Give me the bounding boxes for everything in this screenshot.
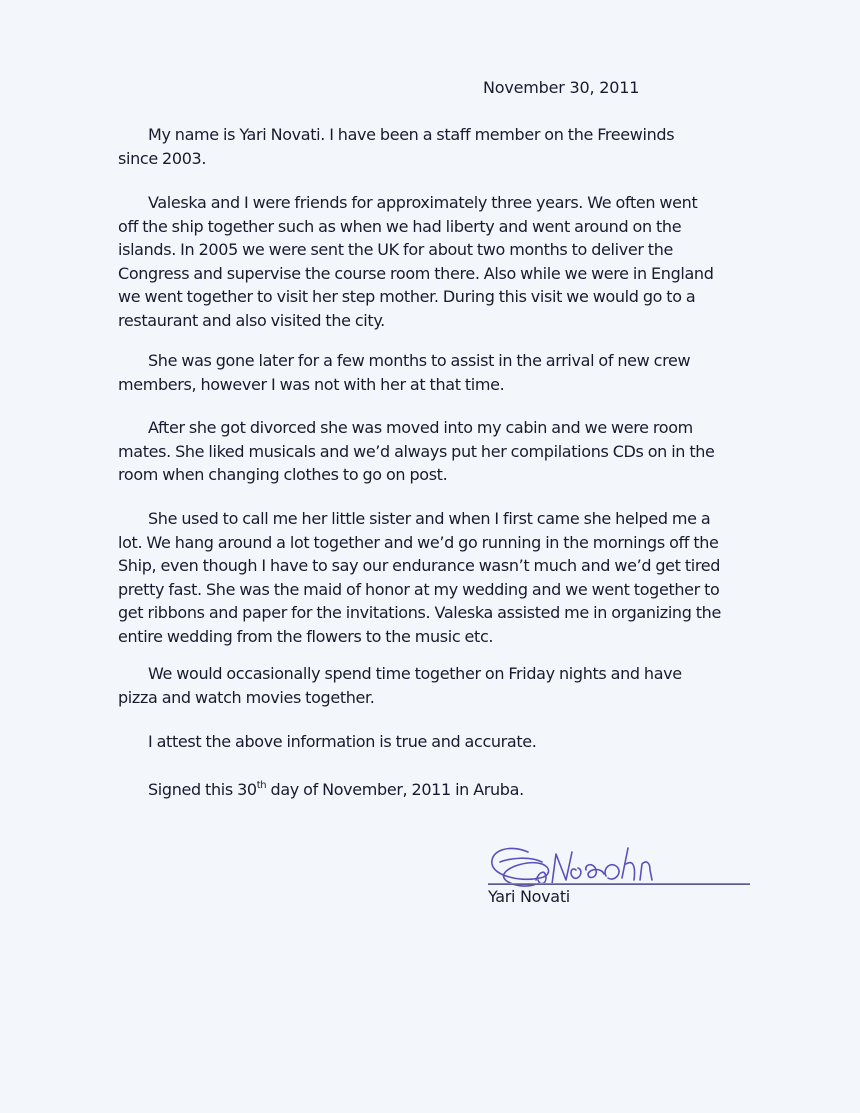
text-line: pizza and watch movies together. <box>118 687 375 707</box>
paragraph-friendship <box>118 191 758 332</box>
text-line: islands. In 2005 we were sent the UK for about two months to deliver the <box>118 240 673 259</box>
ordinal-suffix: th <box>256 780 267 791</box>
signatory-name: Yari Novati <box>488 887 570 906</box>
text-line: She used to call me her little sister and when I first came she helped me a <box>148 509 711 528</box>
letter-date: November 30, 2011 <box>483 78 640 97</box>
text-line: restaurant and also visited the city. <box>118 310 385 330</box>
paragraph-roommates <box>118 416 758 487</box>
text-line: We would occasionally spend time together on Friday nights and have <box>148 664 682 683</box>
paragraph-attestation <box>118 730 758 754</box>
signed-before: Signed this 30 <box>148 780 257 799</box>
text-line <box>118 774 758 802</box>
text-line: She was gone later for a few months to assist in the arrival of new crew <box>148 351 691 370</box>
signature-line <box>488 883 750 885</box>
text-line: members, however I was not with her at that time. <box>118 374 505 394</box>
text-line: get ribbons and paper for the invitations. Valeska assisted me in organizing the <box>118 603 721 622</box>
text-line: we went together to visit her step mother. During this visit we would go to a <box>118 287 696 306</box>
text-line: My name is Yari Novati. I have been a staff member on the Freewinds <box>148 125 675 144</box>
text-line: entire wedding from the flowers to the music etc. <box>118 626 494 646</box>
signed-after: day of November, 2011 in Aruba. <box>266 780 524 799</box>
text-line: After she got divorced she was moved into my cabin and we were room <box>148 418 693 437</box>
text-line: room when changing clothes to go on post. <box>118 465 448 484</box>
text-line: lot. We hang around a lot together and we’d go running in the mornings off the <box>118 532 719 552</box>
paragraph-absence <box>118 349 758 396</box>
text-line: I attest the above information is true and accurate. <box>148 732 537 751</box>
paragraph-friday-nights <box>118 662 758 709</box>
text-line: Ship, even though I have to say our endurance wasn’t much and we’d get tired <box>118 556 721 575</box>
text-line: Valeska and I were friends for approximately three years. We often went <box>148 193 698 212</box>
text-line: Congress and supervise the course room there. Also while we were in England <box>118 263 714 283</box>
text-line: pretty fast. She was the maid of honor at my wedding and we went together to <box>118 579 720 599</box>
text-line: mates. She liked musicals and we’d always put her compilations CDs on in the <box>118 441 715 461</box>
text-line: off the ship together such as when we had liberty and went around on the <box>118 216 682 236</box>
signed-statement <box>118 774 758 802</box>
signature-block <box>480 840 760 920</box>
paragraph-sister <box>118 507 758 648</box>
text-line: since 2003. <box>118 148 207 168</box>
paragraph-intro <box>118 123 758 170</box>
